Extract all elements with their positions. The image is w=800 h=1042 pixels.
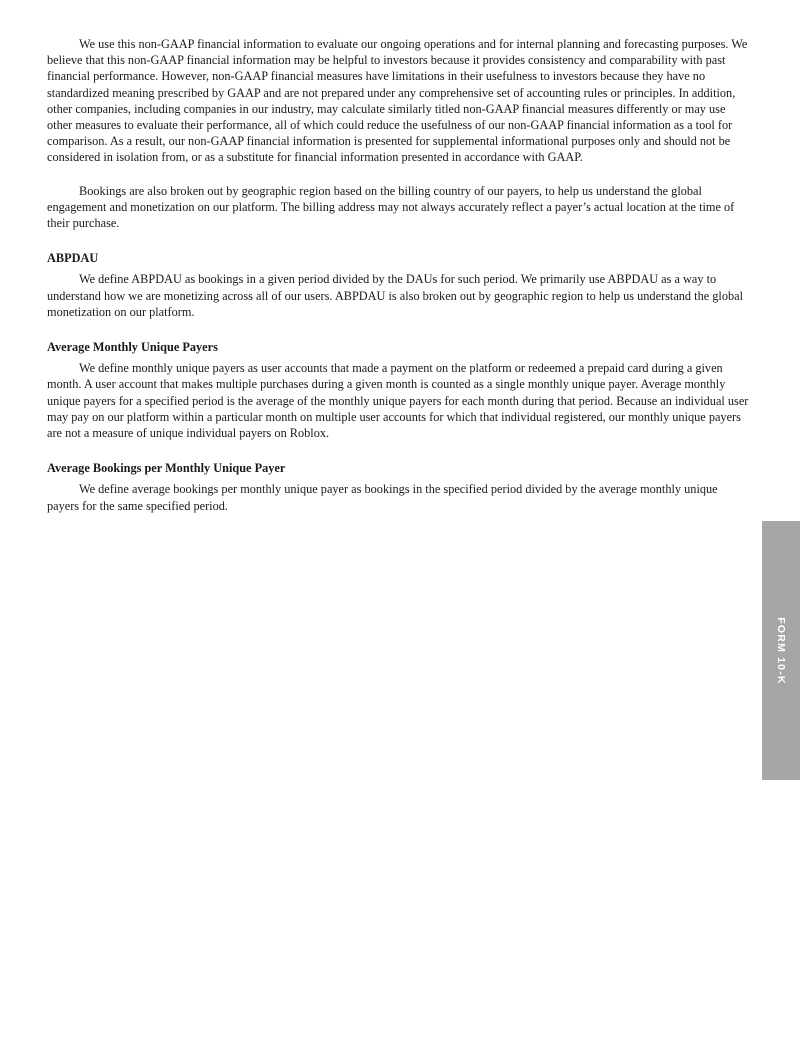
section-heading-bookings-per-payer: Average Bookings per Monthly Unique Payer [47, 461, 286, 476]
section-heading-abpdau: ABPDAU [47, 251, 99, 266]
section-body-monthly-unique-payers: We define monthly unique payers as user accounts that made a payment on the platform or redeemed a prepaid card during a given month. A user account that makes multiple purchases during a given month is counted as a single monthly unique payer. Average monthly unique payers for a specified period is the average of the monthly unique payers for each month during that period. Because an individual user may pay on our platform within a particular month on multiple user accounts for which that individual registered, our monthly unique payers are not a measure of unique individual payers on Roblox. [47, 361, 749, 441]
paragraph-geographic-bookings: Bookings are also broken out by geographic region based on the billing country of our payers, to help us understand the global engagement and monetization on our platform. The billing address may not always accurately reflect a payer’s actual location at the time of their purchase. [47, 183, 735, 231]
section-body-abpdau: We define ABPDAU as bookings in a given period divided by the DAUs for such period. We primarily use ABPDAU as a way to understand how we are monetizing across all of our users. ABPDAU is also broken out by geographic region to help us understand the global monetization on our platform. [47, 272, 743, 319]
form-10k-side-tab [762, 521, 800, 780]
document-body [47, 36, 750, 514]
section-body-bookings-per-payer: We define average bookings per monthly unique payer as bookings in the specified period divided by the average monthly unique payers for the same specified period. [47, 482, 718, 513]
side-tab-label: FORM 10-K [775, 616, 787, 685]
section-heading-monthly-unique-payers: Average Monthly Unique Payers [47, 340, 218, 355]
paragraph-non-gaap: We use this non-GAAP financial information to evaluate our ongoing operations and for internal planning and forecasting purposes. We believe that this non-GAAP financial information may be helpful to investors because it provides consistency and comparability with past financial performance. However, non-GAAP financial measures have limitations in their usefulness to investors because they have no standardized meaning prescribed by GAAP and are not prepared under any comprehensive set of accounting rules or principles. In addition, other companies, including companies in our industry, may calculate similarly titled non-GAAP financial measures differently or may use other measures to evaluate their performance, all of which could reduce the usefulness of our non-GAAP financial information as a tool for comparison. As a result, our non-GAAP financial information is presented for supplemental informational purposes only and should not be considered in isolation from, or as a substitute for financial information presented in accordance with GAAP. [47, 37, 748, 165]
